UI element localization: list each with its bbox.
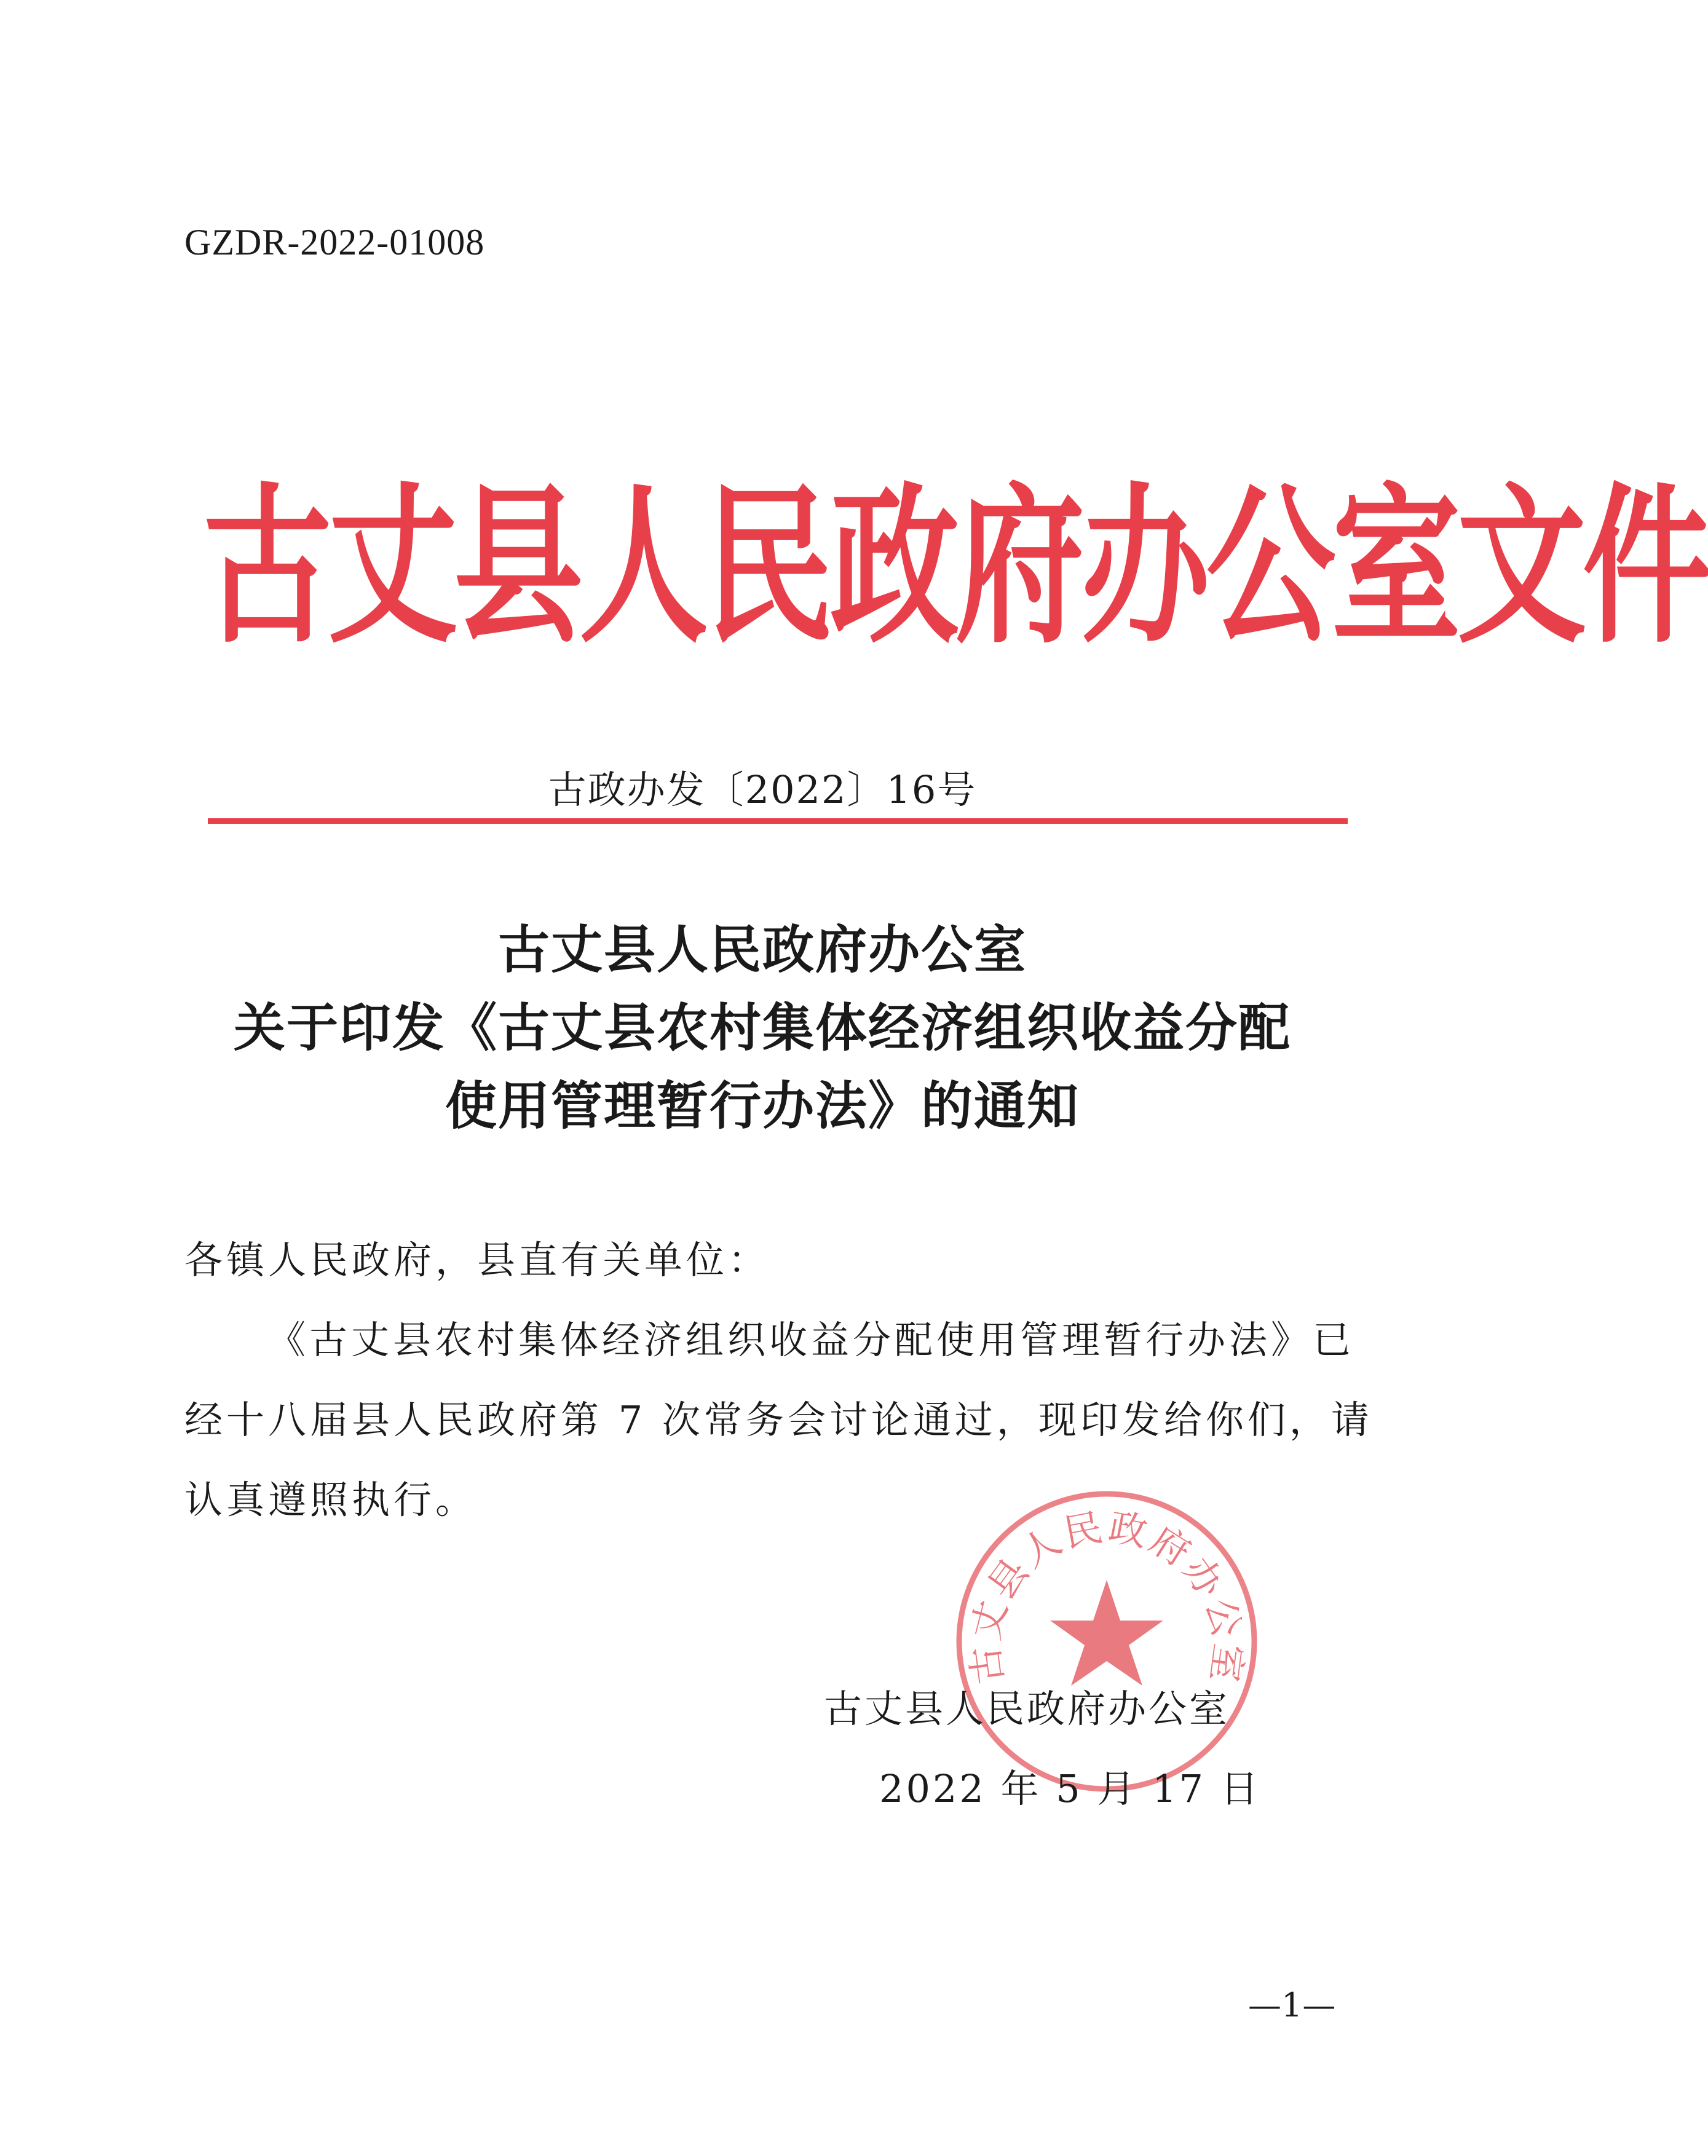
- body-paragraph-line-3: 认真遵照执行。: [184, 1477, 478, 1522]
- document-number: 古政办发〔2022〕16号: [548, 767, 977, 812]
- signature-date: 2022 年 5 月 17 日: [879, 1766, 1261, 1811]
- red-divider-rule: [208, 818, 1348, 824]
- official-seal: [947, 1482, 1267, 1801]
- seal-graphic: [947, 1482, 1267, 1801]
- notice-title-line-2: 关于印发《古丈县农村集体经济组织收益分配: [233, 997, 1291, 1058]
- page-number: —1—: [1248, 1986, 1336, 2024]
- masthead-title: 古丈县人民政府办公室文件: [203, 466, 1708, 667]
- document-code: GZDR-2022-01008: [184, 222, 485, 263]
- salutation: 各镇人民政府，县直有关单位：: [184, 1238, 770, 1282]
- signature-organization: 古丈县人民政府办公室: [824, 1686, 1230, 1731]
- seal-text: 古丈县人民政府办公室: [962, 1504, 1252, 1688]
- notice-title-line-1: 古丈县人民政府办公室: [497, 919, 1027, 980]
- star-icon: [1050, 1580, 1163, 1686]
- body-paragraph-line-2: 经十八届县人民政府第 7 次常务会讨论通过，现印发给你们，请: [184, 1397, 1373, 1442]
- body-paragraph-line-1: 《古丈县农村集体经济组织收益分配使用管理暂行办法》已: [267, 1317, 1355, 1362]
- notice-title-line-3: 使用管理暂行办法》的通知: [445, 1075, 1080, 1136]
